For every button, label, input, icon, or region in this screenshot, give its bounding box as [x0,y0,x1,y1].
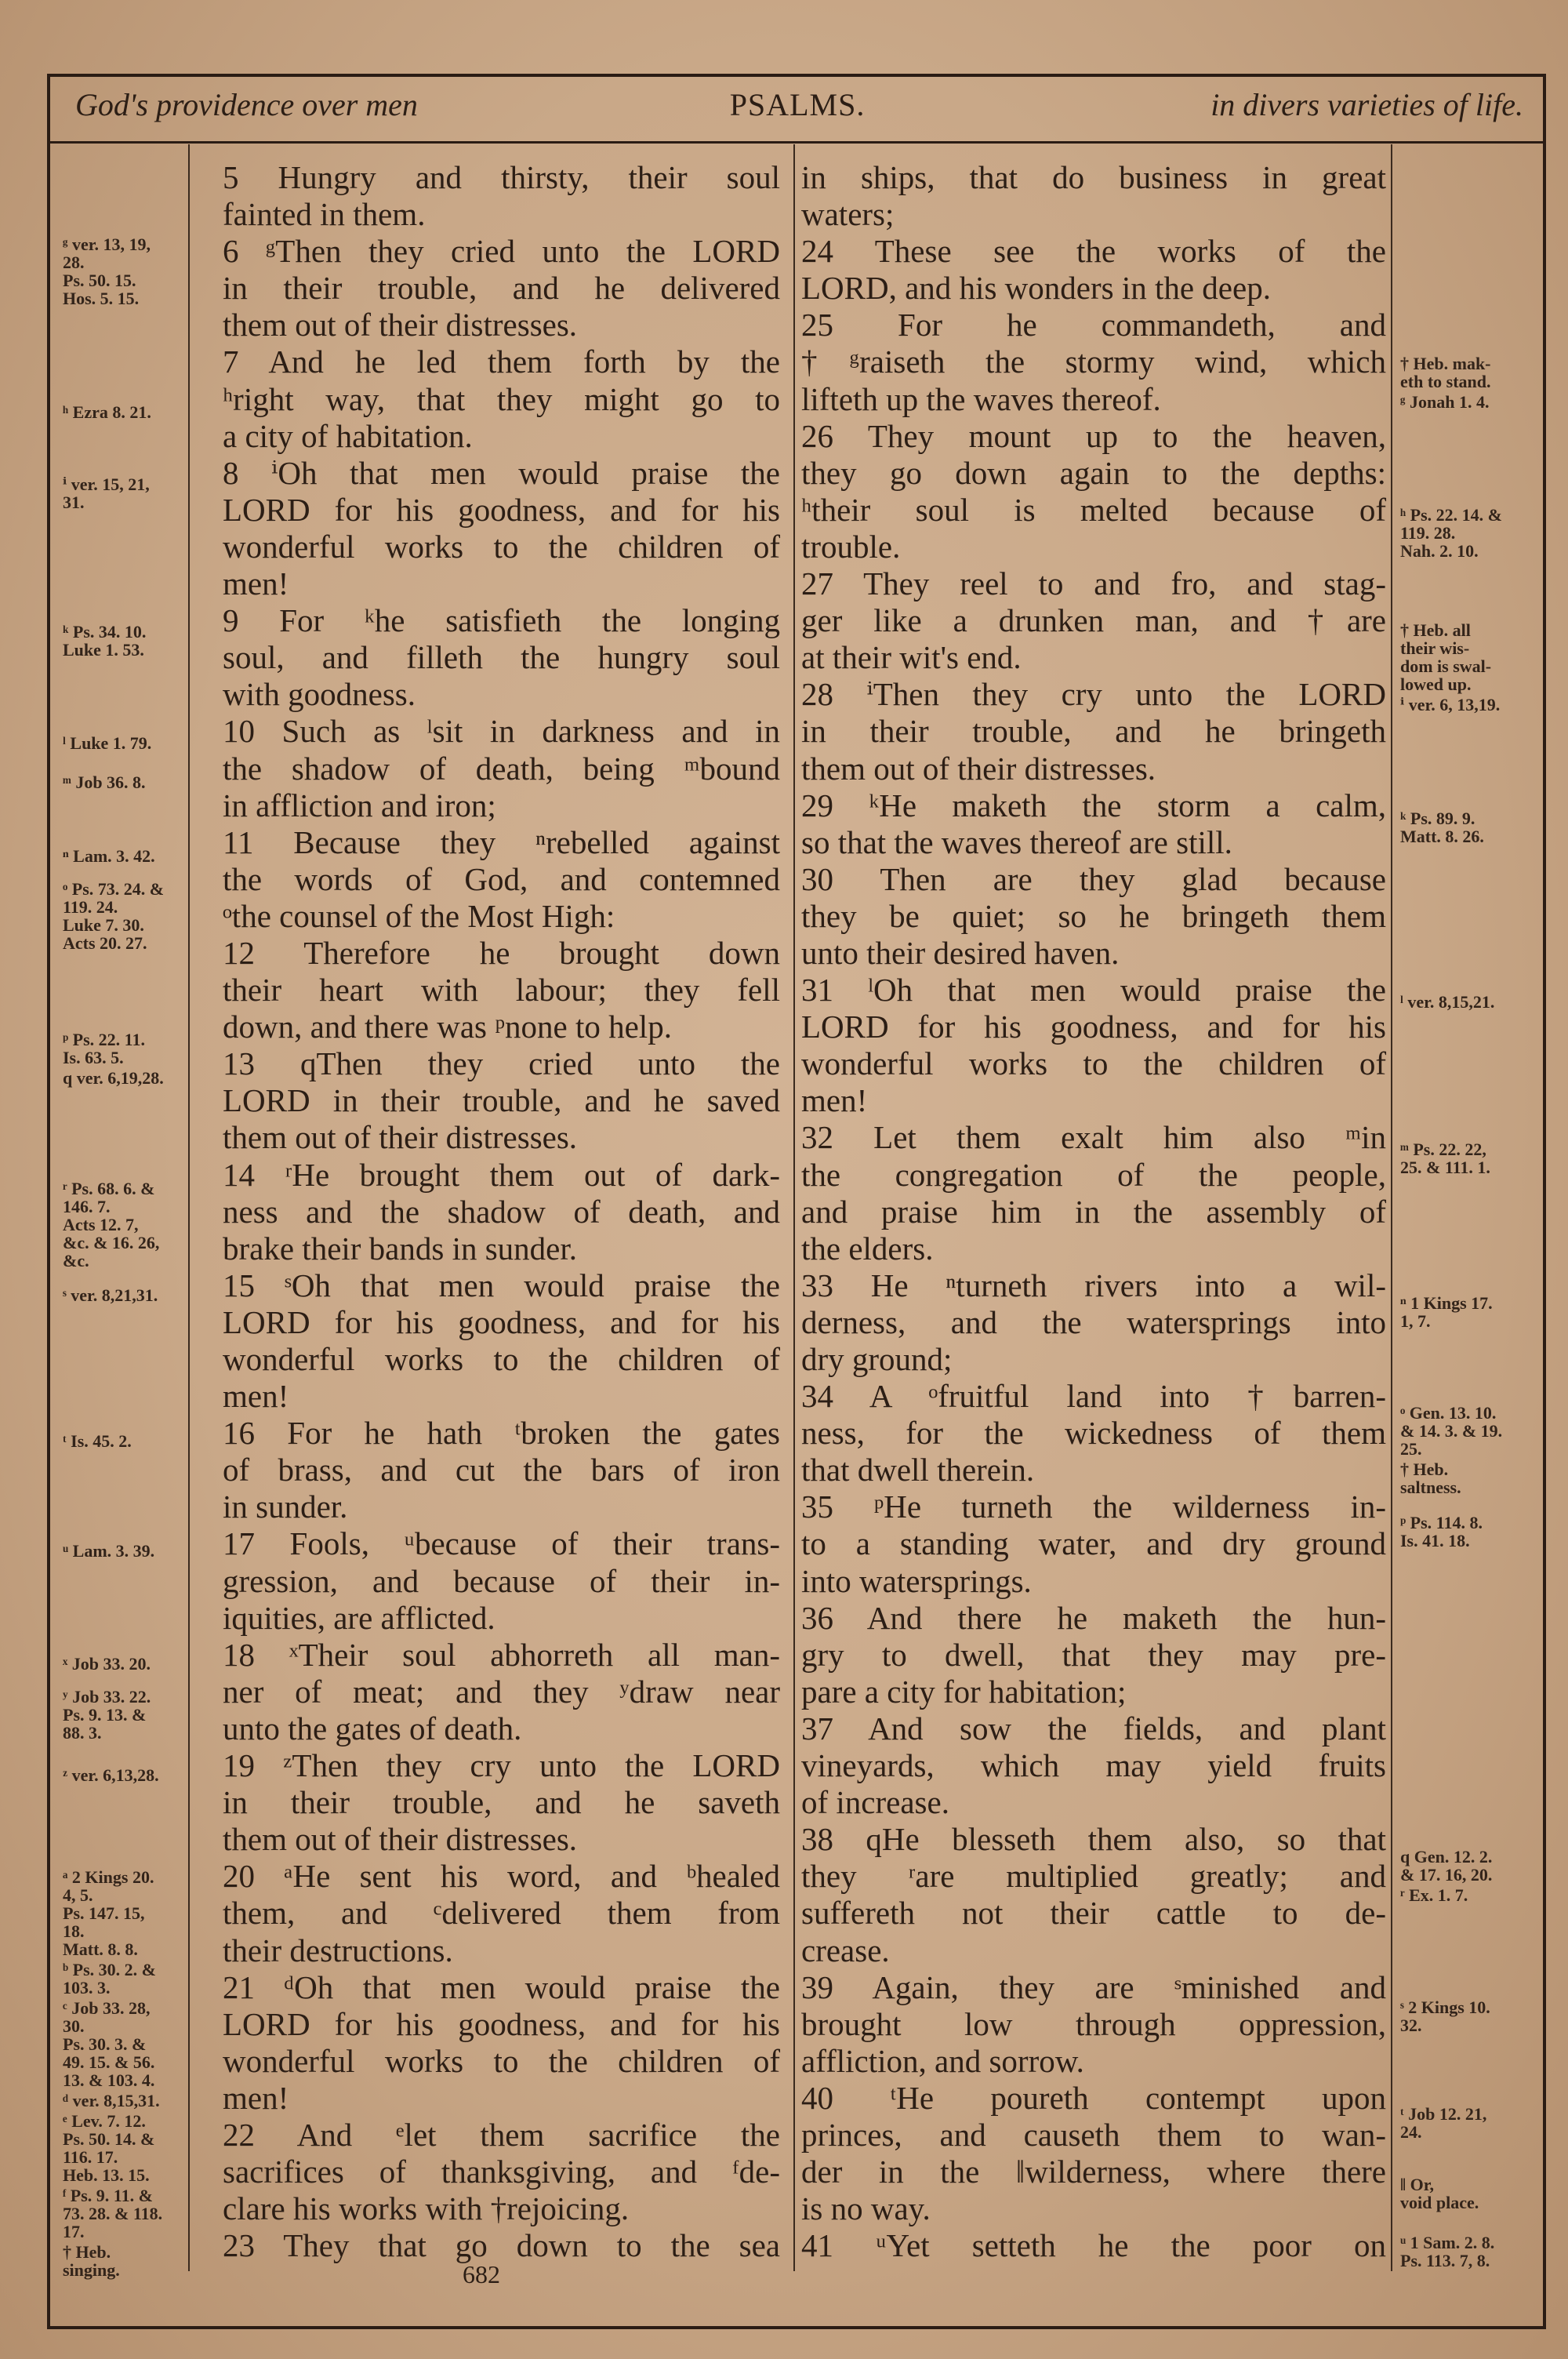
running-head-left: God's providence over men [75,87,418,122]
text-line: 40 ᵗHe poureth contempt upon [801,2079,1386,2116]
text-line: 18 ˣTheir soul abhorreth all man- [223,1636,780,1673]
margin-reference-note: ᵘ 1 Sam. 2. 8. Ps. 113. 7, 8. [1400,2233,1495,2270]
margin-reference-note: ᵖ Ps. 114. 8. Is. 41. 18. [1400,1513,1483,1550]
margin-reference-note: ᶠ Ps. 9. 11. & 73. 28. & 118. 17. [63,2186,163,2241]
text-column-left [223,159,780,2264]
text-line: 21 ᵈOh that men would praise the [223,1968,780,2005]
margin-reference-note: ˢ ver. 8,21,31. [63,1285,158,1305]
text-line: 37 And sow the fields, and plant [801,1710,1386,1747]
margin-reference-note: ᵒ Ps. 73. 24. & 119. 24. Luke 7. 30. Acts 20. 27. [63,879,165,953]
text-line: into watersprings. [801,1562,1032,1599]
text-line: waters; [801,196,895,233]
text-line: that dwell therein. [801,1452,1035,1488]
text-line: the congregation of the people, [801,1156,1386,1193]
margin-reference-note: ᵐ Ps. 22. 22, 25. & 111. 1. [1400,1140,1490,1177]
text-line: 39 Again, they are ˢminished and [801,1968,1386,2005]
margin-reference-note: † Heb. all their wis- dom is swal- lowed up. [1400,620,1492,694]
text-line: so that the waves thereof are still. [801,823,1232,860]
text-line: them out of their distresses. [223,307,578,343]
running-head-right: in divers varieties of life. [1210,87,1523,122]
text-line: 30 Then are they glad because [801,860,1386,897]
margin-reference-note: ⁿ 1 Kings 17. 1, 7. [1400,1293,1493,1331]
text-line: ness and the shadow of death, and [223,1193,780,1230]
margin-reference-note: ᵉ Lev. 7. 12. Ps. 50. 14. & 116. 17. Heb. 13. 15. [63,2111,155,2185]
text-line: 5 Hungry and thirsty, their soul [223,159,780,195]
margin-reference-note: ᵈ ver. 8,15,31. [63,2091,160,2110]
text-line: the elders. [801,1230,934,1267]
text-line: ness, for the wickedness of them [801,1415,1386,1452]
text-line: men! [223,2079,289,2116]
text-line: lifteth up the waves thereof. [801,380,1161,417]
text-line: them out of their distresses. [801,750,1156,787]
text-line: 19 ᶻThen they cry unto the LORD [223,1747,780,1784]
margin-reference-note: ᵘ Lam. 3. 39. [63,1541,155,1561]
text-line: 14 ʳHe brought them out of dark- [223,1156,780,1193]
text-line: ʰright way, that they might go to [223,380,780,417]
text-line: der in the ‖wilderness, where there [801,2154,1386,2190]
text-line: crease. [801,1932,890,1968]
text-line: ʰtheir soul is melted because of [801,491,1386,528]
text-line: the shadow of death, being ᵐbound [223,750,780,787]
text-line: 35 ᵖHe turneth the wilderness in- [801,1488,1386,1525]
text-line: they go down again to the depths: [801,454,1386,491]
margin-reference-note: ⁱ ver. 6, 13,19. [1400,695,1501,714]
text-line: 29 ᵏHe maketh the storm a calm, [801,787,1386,823]
text-line: 20 ᵃHe sent his word, and ᵇhealed [223,1858,780,1895]
text-line: pare a city for habitation; [801,1673,1127,1710]
margin-reference-note: ᵐ Job 36. 8. [63,772,146,792]
text-line: 9 For ᵏhe satisfieth the longing [223,602,780,639]
text-line: 13 qThen they cried unto the [223,1045,780,1082]
text-line: LORD in their trouble, and he saved [223,1082,780,1119]
text-line: them out of their distresses. [223,1821,578,1858]
text-line: wonderful works to the children of [223,2042,780,2079]
margin-reference-note: † Heb. singing. [63,2242,120,2280]
text-line: their destructions. [223,1932,453,1968]
margin-reference-note: ᵗ Is. 45. 2. [63,1431,132,1451]
text-line: 7 And he led them forth by the [223,343,780,380]
text-line: they be quiet; so he bringeth them [801,897,1386,934]
text-line: sacrifices of thanksgiving, and ᶠde- [223,2154,780,2190]
text-line: wonderful works to the children of [223,1341,780,1377]
text-line: the words of God, and contemned [223,860,780,897]
text-line: is no way. [801,2190,931,2227]
margin-reference-note: ᵖ Ps. 22. 11. Is. 63. 5. [63,1030,145,1067]
text-line: princes, and causeth them to wan- [801,2116,1386,2153]
margin-reference-note: ⁿ Lam. 3. 42. [63,846,155,866]
text-line: in their trouble, and he saveth [223,1784,780,1821]
text-line: men! [801,1082,868,1119]
text-line: derness, and the watersprings into [801,1303,1386,1340]
text-line: fainted in them. [223,196,426,233]
text-line: ner of meat; and they ʸdraw near [223,1673,780,1710]
text-line: 36 And there he maketh the hun- [801,1599,1386,1636]
text-line: 32 Let them exalt him also ᵐin [801,1119,1386,1156]
margin-reference-note: ᵍ Jonah 1. 4. [1400,392,1490,412]
margin-reference-note: ˢ 2 Kings 10. 32. [1400,1997,1490,2035]
text-line: clare his works with †rejoicing. [223,2190,630,2227]
text-line: brake their bands in sunder. [223,1230,578,1267]
text-line: 8 ⁱOh that men would praise the [223,454,780,491]
margin-reference-note: q Gen. 12. 2. & 17. 16, 20. [1400,1847,1493,1885]
margin-reference-note: ᶻ ver. 6,13,28. [63,1765,159,1785]
text-line: with goodness. [223,676,416,713]
text-line: wonderful works to the children of [801,1045,1386,1082]
text-line: 22 And ᵉlet them sacrifice the [223,2116,780,2153]
text-line: ger like a drunken man, and †are [801,602,1386,639]
text-line: unto their desired haven. [801,934,1120,971]
text-line: 41 ᵘYet setteth he the poor on [801,2227,1386,2264]
text-line: vineyards, which may yield fruits [801,1747,1386,1784]
margin-reference-note: ˡ Luke 1. 79. [63,733,152,753]
text-line: 12 Therefore he brought down [223,934,780,971]
text-line: in their trouble, and he delivered [223,270,780,307]
text-column-right [801,159,1386,2264]
text-line: a city of habitation. [223,417,473,454]
text-line: of brass, and cut the bars of iron [223,1452,780,1488]
text-line: 15 ˢOh that men would praise the [223,1267,780,1303]
page-number: 682 [463,2260,500,2288]
text-line: their heart with labour; they fell [223,972,780,1009]
text-line: LORD for his goodness, and for his [223,491,780,528]
text-line: brought low through oppression, [801,2005,1386,2042]
text-line: 25 For he commandeth, and [801,307,1386,343]
text-line: LORD for his goodness, and for his [223,2005,780,2042]
header-rule [50,141,1543,144]
text-line: men! [223,1378,289,1415]
text-line: unto the gates of death. [223,1710,522,1747]
margin-reference-note: ʰ Ezra 8. 21. [63,402,151,422]
column-divider-rule [793,144,795,2271]
margin-reference-note: ᵍ ver. 13, 19, 28. Ps. 50. 15. Hos. 5. 15. [63,234,151,308]
right-margin-rule [1391,144,1392,2271]
text-line: 11 Because they ⁿrebelled against [223,823,780,860]
text-line: gry to dwell, that they may pre- [801,1636,1386,1673]
text-line: 23 They that go down to the sea [223,2227,780,2264]
margin-reference-note: ᵏ Ps. 89. 9. Matt. 8. 26. [1400,809,1484,846]
text-line: LORD for his goodness, and for his [223,1303,780,1340]
margin-reference-note: ʳ Ex. 1. 7. [1400,1885,1468,1905]
text-line: 10 Such as ˡsit in darkness and in [223,713,780,750]
text-line: 38 qHe blesseth them also, so that [801,1821,1386,1858]
margin-reference-note: ⁱ ver. 15, 21, 31. [63,474,150,512]
margin-reference-note: q ver. 6,19,28. [63,1068,164,1088]
text-line: soul, and filleth the hungry soul [223,639,780,676]
text-line: of increase. [801,1784,949,1821]
text-line: 34 A ᵒfruitful land into †barren- [801,1378,1386,1415]
margin-reference-note: ᵗ Job 12. 21, 24. [1400,2104,1487,2142]
text-line: in their trouble, and he bringeth [801,713,1386,750]
text-line: 16 For he hath ᵗbroken the gates [223,1415,780,1452]
text-line: down, and there was ᵖnone to help. [223,1009,672,1045]
margin-reference-note: ‖ Or, void place. [1400,2175,1479,2212]
margin-reference-note: ᵃ 2 Kings 20. 4, 5. Ps. 147. 15, 18. Matt. 8. 8. [63,1867,154,1959]
text-line: 33 He ⁿturneth rivers into a wil- [801,1267,1386,1303]
text-line: 24 These see the works of the [801,233,1386,270]
margin-reference-note: † Heb. mak- eth to stand. [1400,354,1491,391]
text-line: at their wit's end. [801,639,1022,676]
text-line: 6 ᵍThen they cried unto the LORD [223,233,780,270]
text-line: them, and ᶜdelivered them from [223,1895,780,1932]
text-line: 27 They reel to and fro, and stag- [801,565,1386,602]
text-line: trouble. [801,528,901,565]
margin-reference-note: ʸ Job 33. 22. Ps. 9. 13. & 88. 3. [63,1687,151,1743]
left-margin-rule [188,144,190,2271]
margin-reference-note: † Heb. saltness. [1400,1459,1461,1497]
text-line: iquities, are afflicted. [223,1599,495,1636]
text-line: 31 ˡOh that men would praise the [801,972,1386,1009]
text-line: †ᵍraiseth the stormy wind, which [801,343,1386,380]
margin-reference-note: ˣ Job 33. 20. [63,1654,151,1674]
text-line: LORD for his goodness, and for his [801,1009,1386,1045]
text-line: and praise him in the assembly of [801,1193,1386,1230]
margin-reference-note: ᵏ Ps. 34. 10. Luke 1. 53. [63,622,147,660]
running-head-book-title: PSALMS. [729,87,866,122]
text-line: in ships, that do business in great [801,159,1386,195]
text-line: 26 They mount up to the heaven, [801,417,1386,454]
text-line: LORD, and his wonders in the deep. [801,270,1271,307]
text-line: affliction, and sorrow. [801,2042,1084,2079]
margin-reference-note: ᵇ Ps. 30. 2. & 103. 3. [63,1960,156,1997]
margin-reference-note: ʳ Ps. 68. 6. & 146. 7. Acts 12. 7, &c. & 16. 26, &c. [63,1179,160,1270]
text-line: wonderful works to the children of [223,528,780,565]
text-line: in affliction and iron; [223,787,496,823]
margin-reference-note: ᵒ Gen. 13. 10. & 14. 3. & 19. 25. [1400,1403,1503,1459]
text-line: 17 Fools, ᵘbecause of their trans- [223,1525,780,1562]
margin-reference-note: ʰ Ps. 22. 14. & 119. 28. Nah. 2. 10. [1400,505,1502,561]
text-line: in sunder. [223,1488,348,1525]
text-line: 28 ⁱThen they cry unto the LORD [801,676,1386,713]
text-line: they ʳare multiplied greatly; and [801,1858,1386,1895]
text-line: ᵒthe counsel of the Most High: [223,897,615,934]
margin-reference-note: ᶜ Job 33. 28, 30. Ps. 30. 3. & 49. 15. & 56. 13. & 103. 4. [63,1998,155,2090]
text-line: suffereth not their cattle to de- [801,1895,1386,1932]
text-line: dry ground; [801,1341,953,1377]
text-line: men! [223,565,289,602]
text-line: to a standing water, and dry ground [801,1525,1386,1562]
text-line: them out of their distresses. [223,1119,578,1156]
text-line: gression, and because of their in- [223,1562,780,1599]
margin-reference-note: ˡ ver. 8,15,21. [1400,992,1495,1012]
